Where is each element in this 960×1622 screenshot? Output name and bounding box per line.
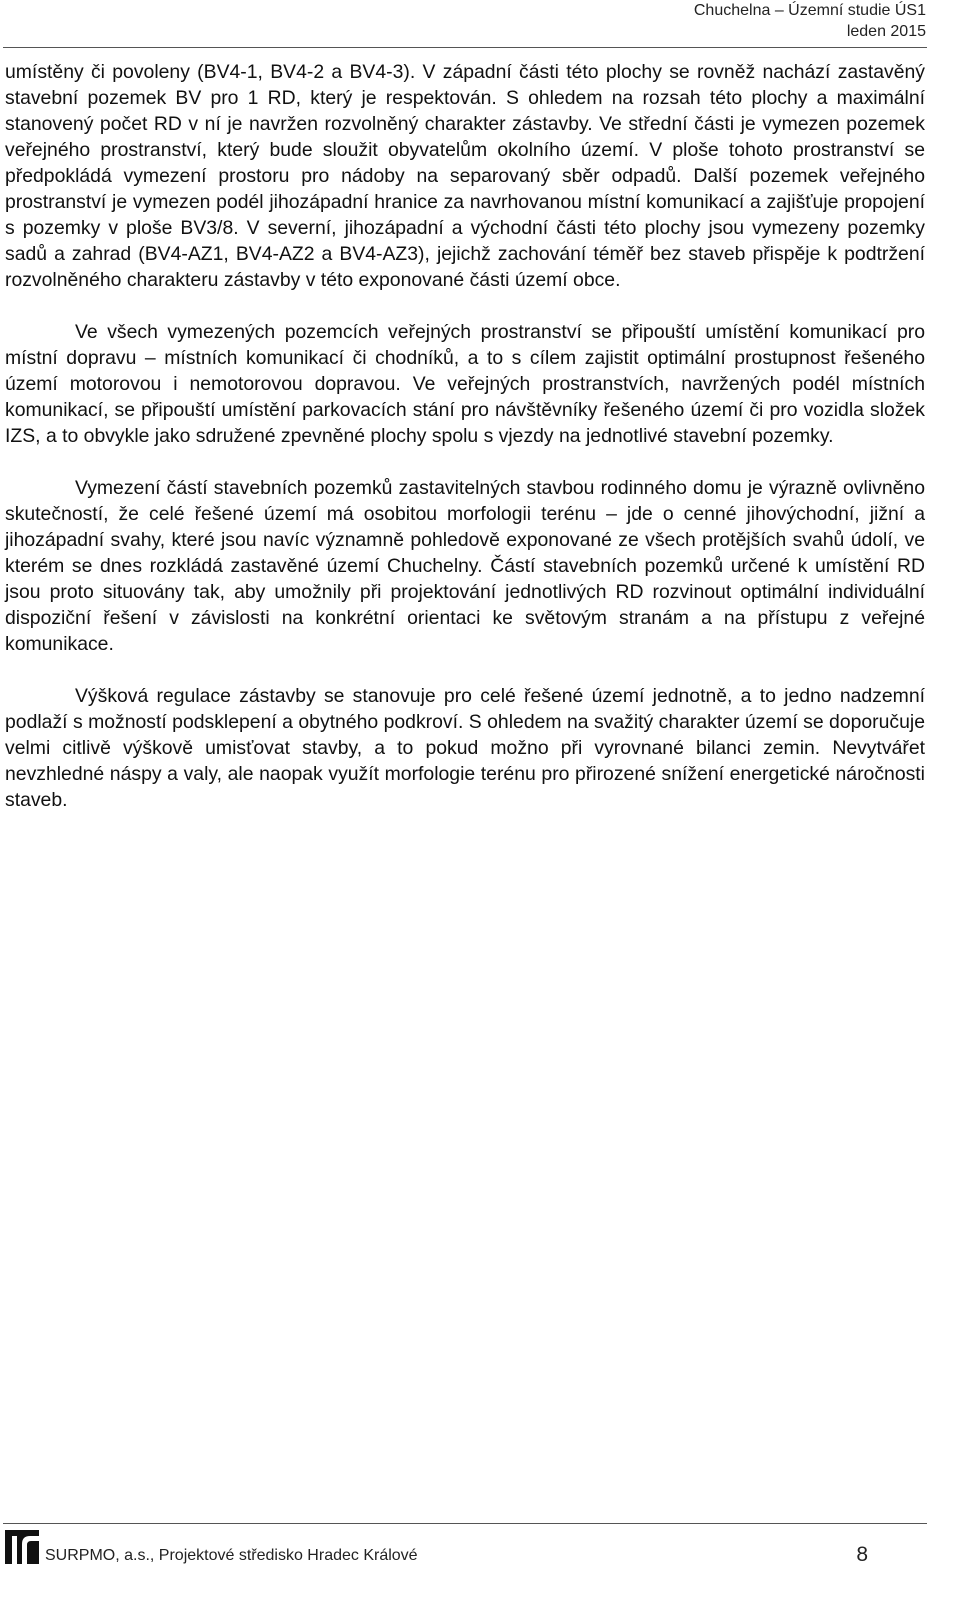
header-title: Chuchelna – Územní studie ÚS1 (693, 2, 926, 19)
paragraph-3: Vymezení částí stavebních pozemků zastavitelných stavbou rodinného domu je výrazně ovlivněno skutečností, že celé řešené území má osobitou morfologii terénu – jde o cenné jihovýchodní, jižní a jihozápadní svahy, které jsou navíc významně pohledově exponované ze všech protějších svahů údolí, ve kterém se dnes rozkládá zastavěné území Chuchelny. Částí stavebních pozemků určené k umístění RD jsou proto situovány tak, aby umožnily při projektování jednotlivých RD rozvinout optimální individuální dispoziční řešení v závislosti na konkrétní orientaci ke světovým stranám a na přístupu z veřejné komunikace. (5, 477, 925, 655)
surpmo-logo-icon (5, 1530, 39, 1564)
document-body (5, 59, 925, 813)
header-date: leden 2015 (846, 23, 926, 40)
page-header (694, 0, 926, 42)
footer-divider (3, 1523, 927, 1524)
paragraph-4: Výšková regulace zástavby se stanovuje pro celé řešené území jednotně, a to jedno nadzemní podlaží s možností podsklepení a obytného podkroví. S ohledem na svažitý charakter území se doporučuje velmi citlivě výškově umisťovat stavby, a to pokud možno při vyrovnané bilanci zemin. Nevytvářet nevzhledné náspy a valy, ale naopak využít morfologie terénu pro přirozené snížení energetické náročnosti staveb. (5, 685, 925, 811)
paragraph-1: umístěny či povoleny (BV4-1, BV4-2 a BV4-3). V západní části této plochy se rovněž nachází zastavěný stavební pozemek BV pro 1 RD, který je respektován. S ohledem na rozsah této plochy a maximální stanovený počet RD v ní je navržen rozvolněný charakter zástavby. Ve střední části je vymezen pozemek veřejného prostranství, který bude sloužit obyvatelům okolního území. V ploše tohoto prostranství se předpokládá vymezení prostoru pro nádoby na separovaný sběr odpadů. Další pozemek veřejného prostranství je vymezen podél jihozápadní hranice za navrhovanou místní komunikací a zajišťuje propojení s pozemky v ploše BV3/8. V severní, jihozápadní a východní části této plochy jsou vymezeny pozemky sadů a zahrad (BV4-AZ1, BV4-AZ2 a BV4-AZ3), jejichž zachování téměř bez staveb přispěje k podtržení rozvolněného charakteru zástavby v této exponované části území obce. (5, 61, 925, 291)
header-divider (3, 47, 927, 48)
footer-company: SURPMO, a.s., Projektové středisko Hradec Králové (45, 1547, 418, 1564)
paragraph-2: Ve všech vymezených pozemcích veřejných prostranství se připouští umístění komunikací pro místní dopravu – místních komunikací či chodníků, a to s cílem zajistit optimální prostupnost řešeného území motorovou i nemotorovou dopravou. Ve veřejných prostranstvích, navržených podél místních komunikací, se připouští umístění parkovacích stání pro návštěvníky řešeného území či pro vozidla složek IZS, a to obvykle jako sdružené zpevněné plochy spolu s vjezdy na jednotlivé stavební pozemky. (5, 321, 925, 447)
page-number: 8 (856, 1543, 868, 1566)
